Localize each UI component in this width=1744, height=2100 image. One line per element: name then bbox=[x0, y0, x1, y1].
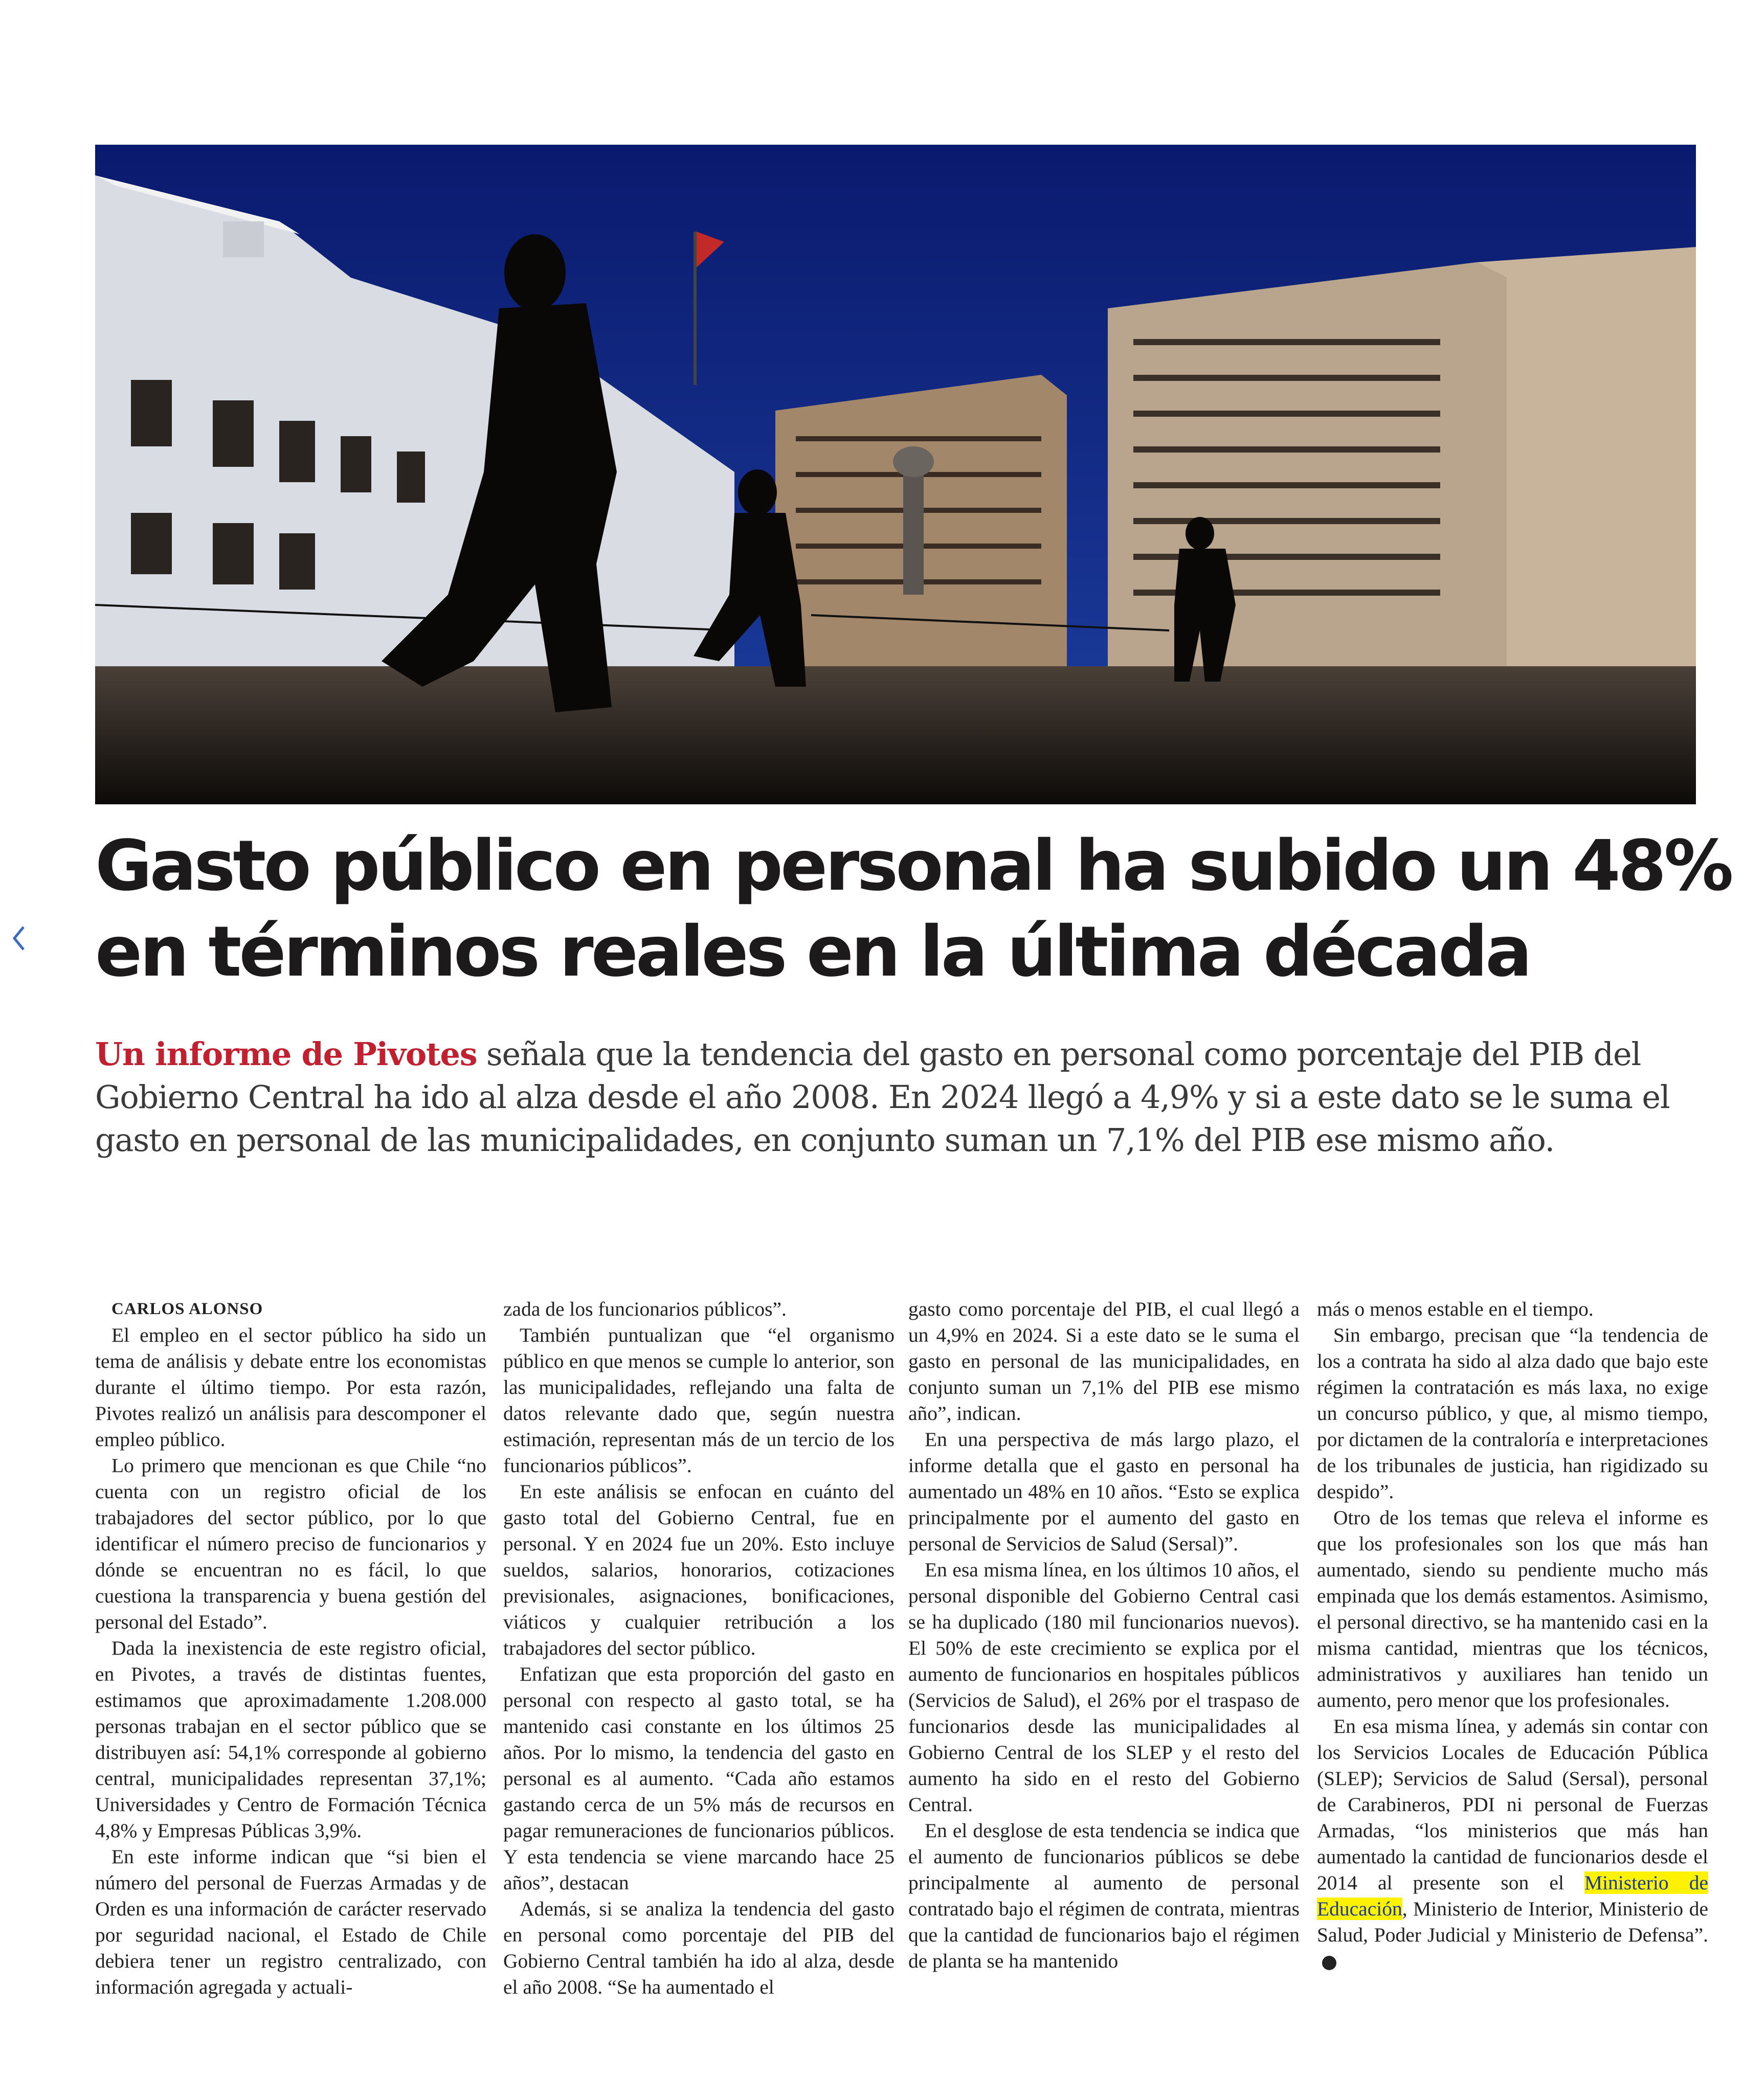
paragraph: Otro de los temas que releva el informe es que los profesionales son los que más han aumentado, siendo su pendiente mucho más empinada que los demás estamentos. Asimismo, el personal directivo, se ha mantenido casi en la misma cantidad, mientras que los técnicos, administrativos y auxiliares han tenido un aumento, pero menor que los profesionales. bbox=[1317, 1506, 1708, 1711]
headline bbox=[95, 823, 1731, 995]
deck-text: señala que la tendencia del gasto en personal como porcentaje del PIB del Gobierno Central ha ido al alza desde el año 2008. En 2024 llegó a 4,9% y si a este dato se le suma el gasto en personal de las municipalidades, en conjunto suman un 7,1% del PIB ese mismo año. bbox=[95, 1035, 1670, 1159]
deck bbox=[95, 1033, 1696, 1162]
paragraph: Enfatizan que esta proporción del gasto en personal con respecto al gasto total, se ha mantenido casi constante en los últimos 25 años. Por lo mismo, la tendencia del gasto en personal es al aumento. “Cada año estamos gastando cerca de un 5% más de recursos en pagar remuneraciones de funcionarios públicos. Y esta tendencia se viene marcando hace 25 años”, destacan bbox=[503, 1663, 895, 1894]
paragraph: Sin embargo, precisan que “la tendencia de los a contrata ha sido al alza dado que bajo este régimen la contratación es más laxa, no exige un concurso público, y que, al mismo tiempo, por dictamen de la contraloría e interpretaciones de los tribunales de justicia, han rigidizado su despido”. bbox=[1317, 1324, 1708, 1503]
paragraph: También puntualizan que “el organismo público en que menos se cumple lo anterior, son las municipalidades, reflejando una falta de datos relevante dado que, según nuestra estimación, representan más de un tercio de los funcionarios públicos”. bbox=[503, 1324, 895, 1477]
highlighted-text: Ministerio de Educación bbox=[1317, 1871, 1708, 1920]
end-mark-icon: P bbox=[1322, 1956, 1336, 1970]
paragraph: zada de los funcionarios públicos”. bbox=[503, 1298, 787, 1320]
paragraph-text: , Ministerio de Interior, Ministerio de Salud, Poder Judicial y Ministerio de Defensa”. bbox=[1317, 1898, 1708, 1946]
byline: CARLOS ALONSO bbox=[111, 1300, 263, 1318]
paragraph: En el desglose de esta tendencia se indica que el aumento de funcionarios públicos se debe principalmente al aumento de personal contratado bajo el régimen de contrata, mientras que la cantidad de funcionarios bajo el régimen de planta se ha mantenido bbox=[908, 1819, 1300, 1972]
paragraph: Lo primero que mencionan es que Chile “no cuenta con un registro oficial de los trabajadores del sector público, por lo que identificar el número preciso de funcionarios y dónde se encuentran no es fácil, lo que cuestiona la transparencia y buena gestión del personal del Estado”. bbox=[95, 1454, 486, 1633]
paragraph: Además, si se analiza la tendencia del gasto en personal como porcentaje del PIB del Gobierno Central también ha ido al alza, desde el año 2008. “Se ha aumentado el bbox=[503, 1898, 895, 1998]
paragraph: En una perspectiva de más largo plazo, el informe detalla que el gasto en personal ha aumentado un 48% en 10 años. “Esto se explica principalmente por el aumento del gasto en personal de Servicios de Salud (Sersal)”. bbox=[908, 1428, 1300, 1555]
paragraph: El empleo en el sector público ha sido un tema de análisis y debate entre los economistas durante el último tiempo. Por esta razón, Pivotes realizó un análisis para descomponer el empleo público. bbox=[95, 1324, 486, 1451]
deck-lead: Un informe de Pivotes bbox=[95, 1035, 477, 1073]
body-column-4 bbox=[1317, 1296, 1708, 1974]
headline-line-2: en términos reales en la última década bbox=[95, 912, 1530, 992]
paragraph: gasto como porcentaje del PIB, el cual llegó a un 4,9% en 2024. Si a este dato se le suma el gasto en personal de las municipalidades, en conjunto suman un 7,1% del PIB ese mismo año”, indican. bbox=[908, 1298, 1300, 1425]
body-column-3 bbox=[908, 1296, 1300, 1974]
chevron-left-icon[interactable] bbox=[9, 923, 30, 954]
headline-line-1: Gasto público en personal ha subido un 48% bbox=[95, 826, 1731, 907]
paragraph: más o menos estable en el tiempo. bbox=[1317, 1298, 1594, 1320]
body-column-2 bbox=[503, 1296, 895, 2000]
paragraph-last bbox=[1317, 1713, 1708, 1974]
paragraph: En esa misma línea, en los últimos 10 años, el personal disponible del Gobierno Central casi se ha duplicado (180 mil funcionarios nuevos). El 50% de este crecimiento se explica por el aumento de funcionarios en hospitales públicos (Servicios de Salud), el 26% por el traspaso de funcionarios desde las municipalidades al Gobierno Central de los SLEP y el resto del aumento ha sido en el resto del Gobierno Central. bbox=[908, 1559, 1300, 1816]
paragraph-text: En esa misma línea, y además sin contar con los Servicios Locales de Educación Pública (SLEP); Servicios de Salud (Sersal), personal de Carabineros, PDI ni personal de Fuerzas Armadas, “los ministerios que más han aumentado la cantidad de funcionarios desde el 2014 al presente son el bbox=[1317, 1715, 1708, 1894]
article-photo bbox=[95, 145, 1696, 804]
paragraph: En este informe indican que “si bien el número del personal de Fuerzas Armadas y de Orden es una información de carácter reservado por seguridad nacional, el Estado de Chile debiera tener un registro centralizado, con información agregada y actuali- bbox=[95, 1845, 486, 1998]
paragraph: En este análisis se enfocan en cuánto del gasto total del Gobierno Central, fue en personal. Y en 2024 fue un 20%. Esto incluye sueldos, salarios, honorarios, cotizaciones previsionales, asignaciones, bonificaciones, viáticos y cualquier retribución a los trabajadores del sector público. bbox=[503, 1480, 895, 1659]
paragraph: Dada la inexistencia de este registro oficial, en Pivotes, a través de distintas fuentes, estimamos que aproximadamente 1.208.000 personas trabajan en el sector público que se distribuyen así: 54,1% corresponde al gobierno central, municipalidades representan 37,1%; Universidades y Centro de Formación Técnica 4,8% y Empresas Públicas 3,9%. bbox=[95, 1637, 486, 1842]
body-column-1 bbox=[95, 1296, 486, 2000]
